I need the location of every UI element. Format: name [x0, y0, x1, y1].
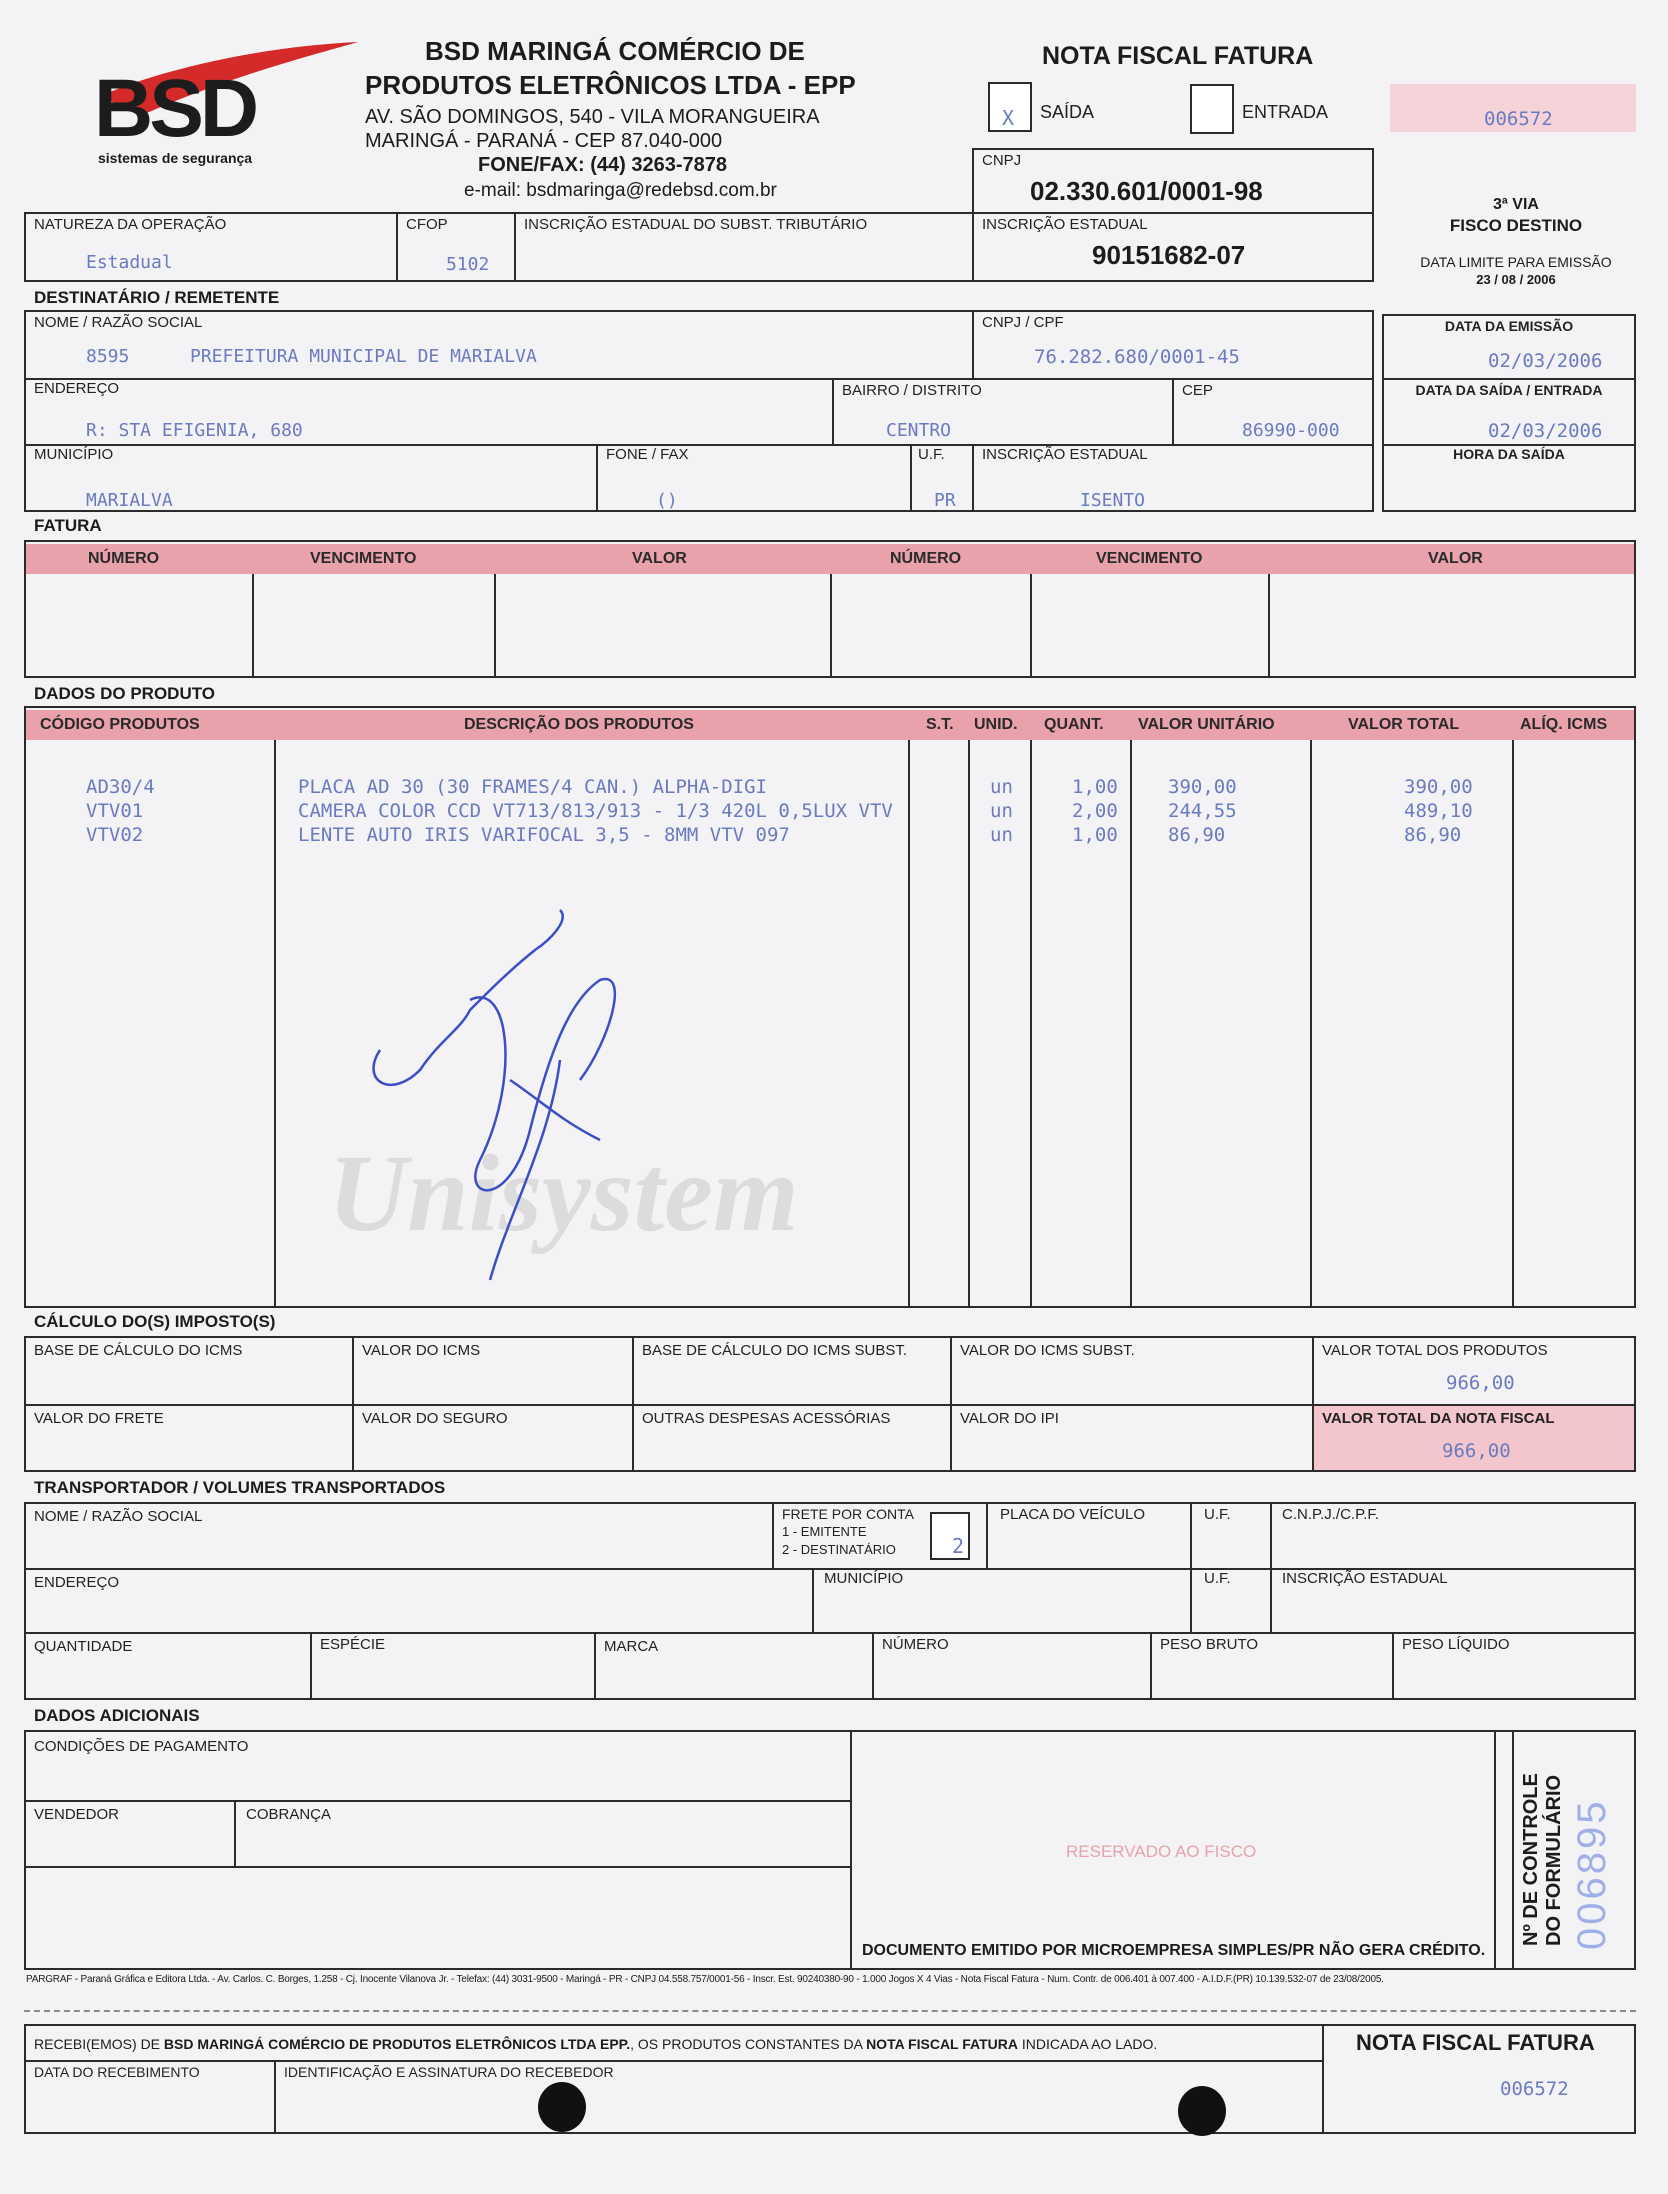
fatura-col-vencimento-2: VENCIMENTO [1096, 550, 1203, 567]
canhoto-title: NOTA FISCAL FATURA [1356, 2030, 1595, 2055]
emitter-ie: 90151682-07 [1092, 240, 1246, 270]
recipient-ie-label: INSCRIÇÃO ESTADUAL [982, 446, 1148, 463]
base-icms-label: BASE DE CÁLCULO DO ICMS [34, 1342, 243, 1359]
fatura-header [26, 544, 1634, 574]
placa-label: PLACA DO VEÍCULO [1000, 1506, 1146, 1523]
base-subst-label: BASE DE CÁLCULO DO ICMS SUBST. [642, 1342, 908, 1359]
valor-subst-label: VALOR DO ICMS SUBST. [960, 1342, 1135, 1359]
vendedor-label: VENDEDOR [34, 1806, 120, 1823]
produtos-table [24, 706, 1636, 1308]
emissao-value: 02/03/2006 [1488, 350, 1603, 372]
controle-number: 006895 [1570, 1798, 1614, 1950]
hora-label: HORA DA SAÍDA [1453, 446, 1565, 462]
quantidade-label: QUANTIDADE [34, 1638, 133, 1655]
logo-subtitle: sistemas de segurança [98, 150, 253, 166]
punch-hole-icon [538, 2082, 586, 2132]
canhoto-data-label: DATA DO RECEBIMENTO [34, 2064, 200, 2080]
logo-text: BSD [94, 63, 256, 154]
canhoto-assinatura-label: IDENTIFICAÇÃO E ASSINATURA DO RECEBEDOR [284, 2064, 614, 2080]
endereco-label: ENDEREÇO [34, 380, 120, 397]
nf-title: NOTA FISCAL FATURA [1042, 42, 1314, 70]
row-unitario: 244,55 [1168, 800, 1237, 822]
recipient-name-label: NOME / RAZÃO SOCIAL [34, 314, 203, 331]
natureza-label: NATUREZA DA OPERAÇÃO [34, 216, 227, 233]
especie-label: ESPÉCIE [320, 1636, 386, 1653]
col-descricao: DESCRIÇÃO DOS PRODUTOS [464, 716, 694, 733]
row-total: 489,10 [1404, 800, 1473, 822]
outras-label: OUTRAS DESPESAS ACESSÓRIAS [642, 1410, 891, 1427]
col-quant: QUANT. [1044, 716, 1104, 733]
recipient-code: 8595 [86, 346, 130, 367]
nf-number: 006572 [1484, 108, 1553, 130]
row-quant: 2,00 [1072, 800, 1118, 822]
limit-date: 23 / 08 / 2006 [1476, 272, 1556, 287]
produtos-header [26, 710, 1634, 740]
cfop-label: CFOP [406, 216, 448, 233]
canhoto-receipt-text: RECEBI(EMOS) DE BSD MARINGÁ COMÉRCIO DE PRODUTOS ELETRÔNICOS LTDA EPP., OS PRODUTOS CONSTANTES DA NOTA FISCAL FATURA INDICADA AO LADO. [34, 2036, 1158, 2052]
fatura-col-numero-1: NÚMERO [88, 550, 160, 567]
emitter-cnpj: 02.330.601/0001-98 [1030, 176, 1263, 206]
frete-opt-emitente: 1 - EMITENTE [782, 1524, 867, 1539]
uf-value: PR [934, 490, 956, 511]
transp-endereco-label: ENDEREÇO [34, 1574, 120, 1591]
row-descricao: PLACA AD 30 (30 FRAMES/4 CAN.) ALPHA-DIGI [298, 776, 767, 798]
row-codigo: AD30/4 [86, 776, 155, 798]
recipient-section-title: DESTINATÁRIO / REMETENTE [34, 288, 280, 307]
ie-label: INSCRIÇÃO ESTADUAL [982, 216, 1148, 233]
cobranca-label: COBRANÇA [246, 1806, 332, 1823]
numero-label: NÚMERO [882, 1636, 949, 1653]
row-unid: un [990, 800, 1013, 822]
printer-line: PARGRAF - Paraná Gráfica e Editora Ltda. - Av. Carlos. C. Borges, 1.258 - Cj. Inocente Vilanova Jr. - Telefax: (44) 3031-9500 - Maringá - PR - CNPJ 04.558.757/0001-56 - Inscr. Est. 90240380-90 - 1.000 Jogos X 4 Vias - Nota Fiscal Fatura - Num. Contr. de 006.401 à 007.400 - A.I.D.F.(PR) 10.139.532-07 de 23/08/2005. [26, 1974, 1384, 1985]
row-unid: un [990, 776, 1013, 798]
col-codigo: CÓDIGO PRODUTOS [40, 716, 200, 733]
produtos-section-title: DADOS DO PRODUTO [34, 684, 216, 703]
recipient-cnpj-label: CNPJ / CPF [982, 314, 1064, 331]
row-quant: 1,00 [1072, 824, 1118, 846]
fatura-col-numero-2: NÚMERO [890, 550, 962, 567]
canhoto-number: 006572 [1500, 2078, 1569, 2100]
fatura-col-valor-2: VALOR [1428, 550, 1483, 567]
uf-label: U.F. [918, 446, 945, 463]
marca-label: MARCA [604, 1638, 659, 1655]
company-address-2: MARINGÁ - PARANÁ - CEP 87.040-000 [365, 130, 723, 152]
row-unitario: 390,00 [1168, 776, 1237, 798]
microempresa-notice: DOCUMENTO EMITIDO POR MICROEMPRESA SIMPLES/PR NÃO GERA CRÉDITO. [862, 1942, 1486, 1959]
via-label: 3ª VIA [1493, 196, 1539, 213]
col-unid: UNID. [974, 716, 1018, 733]
fone-value: () [656, 490, 678, 511]
controle-label: Nº DE CONTROLE DO FORMULÁRIO [1520, 1773, 1565, 1946]
frete-label: VALOR DO FRETE [34, 1410, 164, 1427]
row-codigo: VTV01 [86, 800, 144, 822]
cnpj-label: CNPJ [982, 152, 1022, 169]
watermark-text: Unisystem [328, 1132, 799, 1254]
adicionais-block [24, 1730, 1636, 1970]
entrada-checkbox[interactable] [1190, 84, 1234, 134]
col-unitario: VALOR UNITÁRIO [1138, 716, 1275, 733]
seguro-label: VALOR DO SEGURO [362, 1410, 508, 1427]
saida-label: SAÍDA [1040, 102, 1095, 122]
frete-conta-label: FRETE POR CONTA [782, 1506, 914, 1522]
transp-municipio-label: MUNICÍPIO [824, 1570, 904, 1587]
impostos-section-title: CÁLCULO DO(S) IMPOSTO(S) [34, 1312, 276, 1331]
recipient-cnpj: 76.282.680/0001-45 [1034, 346, 1240, 368]
fatura-col-valor-1: VALOR [632, 550, 687, 567]
col-total: VALOR TOTAL [1348, 716, 1460, 733]
condicoes-label: CONDIÇÕES DE PAGAMENTO [34, 1738, 249, 1755]
frete-opt-destinatario: 2 - DESTINATÁRIO [782, 1542, 896, 1557]
fatura-col-vencimento-1: VENCIMENTO [310, 550, 417, 567]
col-aliq: ALÍQ. ICMS [1520, 716, 1608, 733]
entrada-label: ENTRADA [1242, 102, 1329, 122]
company-phone: FONE/FAX: (44) 3263-7878 [478, 154, 727, 176]
emissao-label: DATA DA EMISSÃO [1444, 318, 1574, 334]
company-name-1: BSD MARINGÁ COMÉRCIO DE [425, 36, 805, 66]
transp-ie-label: INSCRIÇÃO ESTADUAL [1282, 1570, 1448, 1587]
transp-nome-label: NOME / RAZÃO SOCIAL [34, 1508, 203, 1525]
frete-option-box[interactable]: 2 [930, 1512, 970, 1560]
cep-value: 86990-000 [1242, 420, 1340, 441]
punch-hole-icon [1178, 2086, 1226, 2136]
ipi-label: VALOR DO IPI [960, 1410, 1059, 1427]
saida-date-label: DATA DA SAÍDA / ENTRADA [1415, 382, 1603, 398]
saida-checkbox[interactable]: X [988, 82, 1032, 132]
limit-label: DATA LIMITE PARA EMISSÃO [1420, 254, 1612, 270]
total-produtos-label: VALOR TOTAL DOS PRODUTOS [1322, 1342, 1548, 1359]
row-descricao: LENTE AUTO IRIS VARIFOCAL 3,5 - 8MM VTV 097 [298, 824, 790, 846]
handwritten-signature-icon [360, 880, 680, 1300]
col-st: S.T. [926, 716, 954, 733]
saida-date-value: 02/03/2006 [1488, 420, 1603, 442]
company-name-2: PRODUTOS ELETRÔNICOS LTDA - EPP [365, 70, 856, 100]
total-produtos-value: 966,00 [1446, 1372, 1515, 1394]
valor-icms-label: VALOR DO ICMS [362, 1342, 481, 1359]
natureza-value: Estadual [86, 252, 173, 273]
cep-label: CEP [1182, 382, 1213, 399]
transporte-section-title: TRANSPORTADOR / VOLUMES TRANSPORTADOS [34, 1478, 446, 1497]
cfop-value: 5102 [446, 254, 490, 275]
row-unitario: 86,90 [1168, 824, 1226, 846]
bairro-value: CENTRO [886, 420, 952, 441]
row-total: 86,90 [1404, 824, 1462, 846]
via-destination: FISCO DESTINO [1449, 216, 1583, 235]
transp-cnpj-label: C.N.P.J./C.P.F. [1282, 1506, 1379, 1523]
company-address-1: AV. SÃO DOMINGOS, 540 - VILA MORANGUEIRA [365, 106, 820, 128]
bairro-label: BAIRRO / DISTRITO [842, 382, 982, 399]
row-unid: un [990, 824, 1013, 846]
transp-uf-label: U.F. [1204, 1506, 1231, 1523]
reservado-fisco: RESERVADO AO FISCO [1066, 1842, 1257, 1861]
perforation-divider [24, 2010, 1636, 2012]
ie-subst-label: INSCRIÇÃO ESTADUAL DO SUBST. TRIBUTÁRIO [524, 216, 868, 233]
adicionais-section-title: DADOS ADICIONAIS [34, 1706, 200, 1725]
recipient-name: PREFEITURA MUNICIPAL DE MARIALVA [190, 346, 537, 367]
row-total: 390,00 [1404, 776, 1473, 798]
peso-liquido-label: PESO LÍQUIDO [1402, 1636, 1510, 1653]
peso-bruto-label: PESO BRUTO [1160, 1636, 1259, 1653]
row-descricao: CAMERA COLOR CCD VT713/813/913 - 1/3 420L 0,5LUX VTV [298, 800, 893, 822]
recipient-ie-value: ISENTO [1080, 490, 1146, 511]
fatura-section-title: FATURA [34, 516, 102, 535]
row-codigo: VTV02 [86, 824, 144, 846]
company-logo [80, 36, 360, 166]
municipio-value: MARIALVA [86, 490, 173, 511]
total-nota-label: VALOR TOTAL DA NOTA FISCAL [1322, 1410, 1555, 1427]
transp-uf2-label: U.F. [1204, 1570, 1231, 1587]
row-quant: 1,00 [1072, 776, 1118, 798]
fone-label: FONE / FAX [606, 446, 689, 463]
company-email: e-mail: bsdmaringa@redebsd.com.br [464, 180, 777, 201]
total-nota-value: 966,00 [1442, 1440, 1511, 1462]
municipio-label: MUNICÍPIO [34, 446, 114, 463]
endereco-value: R: STA EFIGENIA, 680 [86, 420, 303, 441]
